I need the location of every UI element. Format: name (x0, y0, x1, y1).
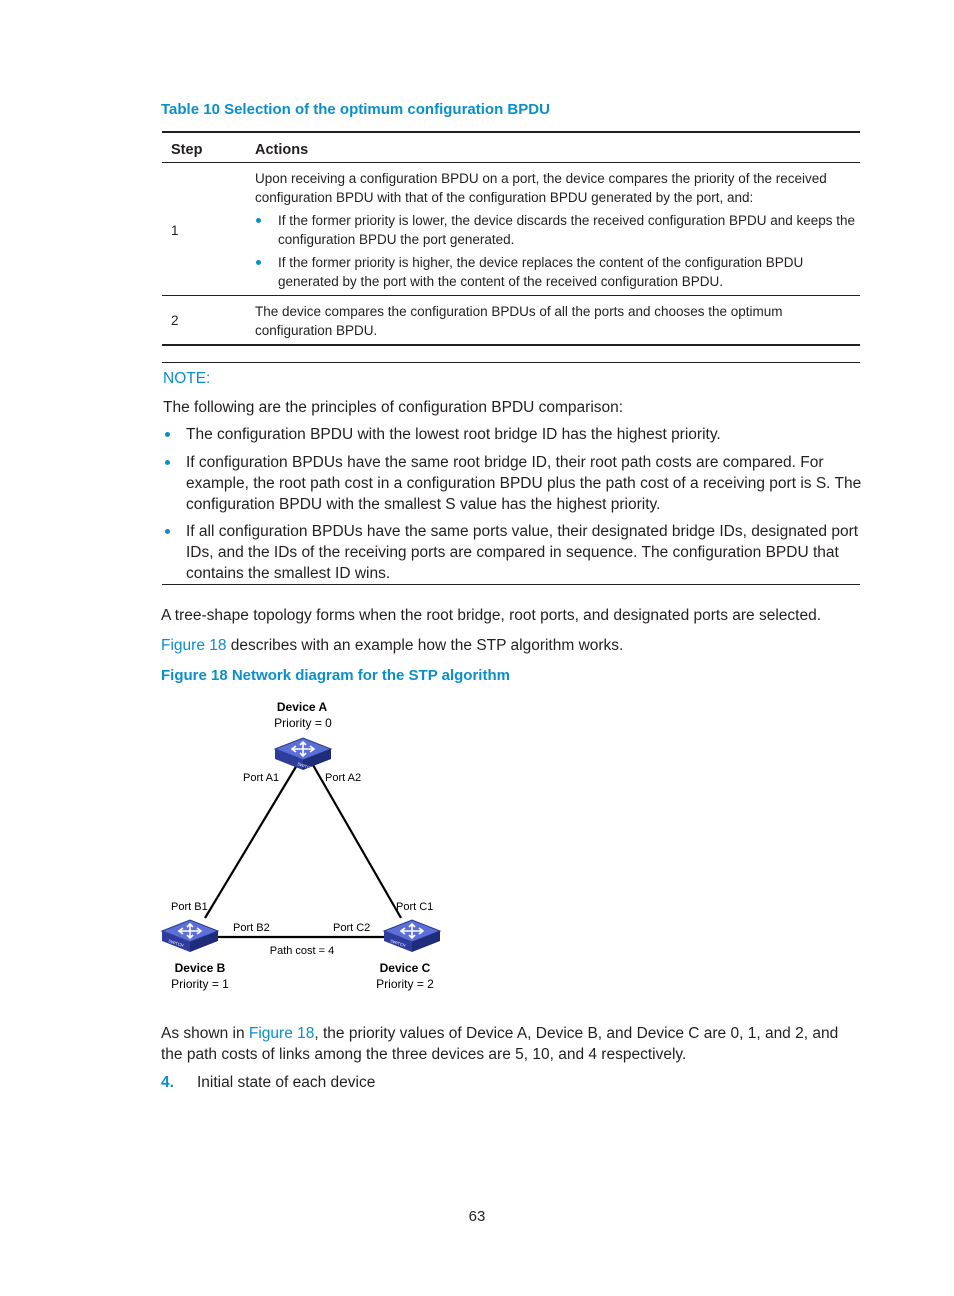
device-c-name: Device C (379, 961, 431, 975)
page-number: 63 (468, 1208, 486, 1225)
switch-label: SWITCH (389, 938, 407, 948)
paragraph-priorities (161, 1023, 864, 1065)
note-bullet-3: If all configuration BPDUs have the same ports value, their designated bridge IDs, designated port IDs, and the IDs of the receiving ports are compared in sequence. The configuration BPDU that contains the smallest ID wins. (186, 523, 859, 582)
link-a-c (313, 765, 401, 918)
port-a2-label: Port A2 (325, 772, 362, 784)
table-header-step: Step (171, 142, 203, 158)
device-b-name: Device B (174, 961, 226, 975)
note-label: NOTE: (163, 370, 211, 387)
port-b1-label: Port B1 (171, 901, 208, 913)
table-row-1-bullet-2: If the former priority is higher, the device replaces the content of the configuration BPDU generated by the port with the content of the received configuration BPDU. (278, 255, 804, 289)
paragraph-topology: A tree-shape topology forms when the root bridge, root ports, and designated ports are selected. (161, 607, 822, 624)
figure-ref-text: describes with an example how the STP algorithm works. (226, 637, 624, 654)
device-a-priority: Priority = 0 (274, 716, 332, 730)
switch-label: SWITCH (296, 761, 314, 771)
device-b-priority: Priority = 1 (171, 977, 229, 991)
device-c-priority: Priority = 2 (376, 977, 434, 991)
port-c2-label: Port C2 (333, 922, 371, 934)
device-c-switch-icon (384, 920, 440, 952)
table-row-1-step: 1 (171, 223, 179, 238)
note-bullet-1: The configuration BPDU with the lowest root bridge ID has the highest priority. (186, 426, 721, 443)
figure-caption: Figure 18 Network diagram for the STP algorithm (161, 667, 510, 684)
figure-link[interactable]: Figure 18 (161, 637, 227, 654)
figure-link[interactable]: Figure 18 (248, 1025, 315, 1042)
switch-label: SWITCH (167, 938, 185, 948)
device-b-switch-icon (162, 920, 218, 952)
step-number: 4. (161, 1074, 174, 1091)
device-a-name: Device A (276, 700, 328, 714)
step-text: Initial state of each device (197, 1074, 376, 1091)
note-bullet-2: If configuration BPDUs have the same root bridge ID, their root path costs are compared. For example, the root path cost in a configuration BPDU plus the path cost of a receiving port is S. The configuration BPDU with the smallest S value has the highest priority. (186, 454, 862, 513)
port-b2-label: Port B2 (233, 922, 270, 934)
table-row-1-intro: Upon receiving a configuration BPDU on a port, the device compares the priority of the received configuration BPDU with that of the configuration BPDU generated by the port, and: (255, 171, 827, 205)
table-row-1-bullet-1: If the former priority is lower, the device discards the received configuration BPDU and keeps the configuration BPDU the port generated. (278, 213, 856, 247)
device-a-switch-icon (275, 738, 331, 771)
table-row-2-step: 2 (171, 313, 179, 328)
paragraph-priorities-suffix: , the priority values of Device A, Device B, and Device C are 0, 1, and 2, and the path costs of links among the three devices are 5, 10, and 4 respectively. (161, 1025, 839, 1063)
table-header-actions: Actions (255, 142, 309, 158)
paragraph-priorities-prefix: As shown in (161, 1025, 249, 1042)
link-a-b (205, 765, 297, 918)
port-c1-label: Port C1 (396, 901, 434, 913)
table-row-2-intro: The device compares the configuration BPDUs of all the ports and chooses the optimum configuration BPDU. (255, 304, 783, 338)
note-intro: The following are the principles of configuration BPDU comparison: (163, 399, 624, 416)
port-a1-label: Port A1 (243, 772, 280, 784)
table-caption: Table 10 Selection of the optimum configuration BPDU (161, 101, 550, 118)
path-cost-label: Path cost = 4 (269, 945, 335, 957)
